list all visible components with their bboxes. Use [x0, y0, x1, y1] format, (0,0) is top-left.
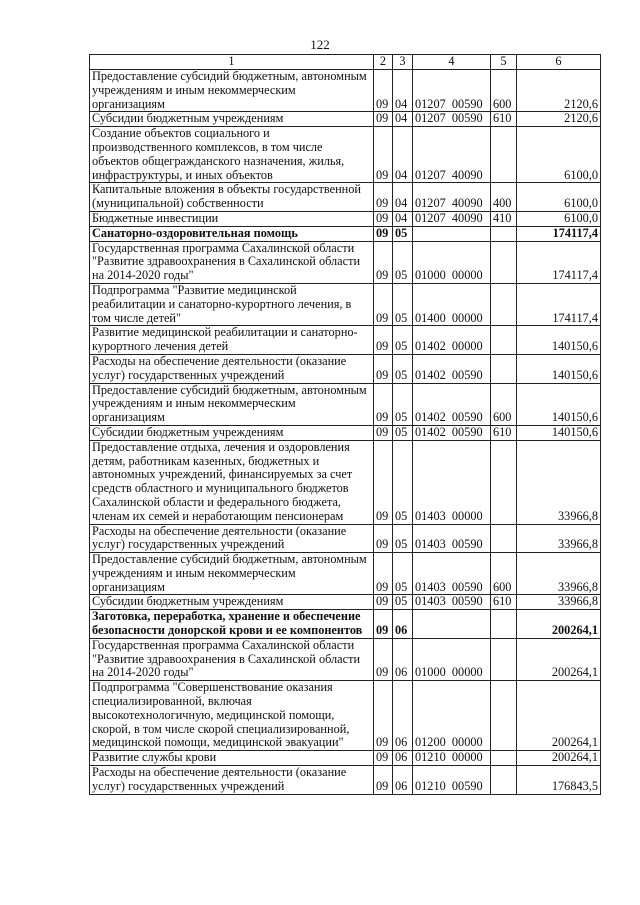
table-row: [90, 425, 601, 440]
row-name-cell: Санаторно-оздоровительная помощь: [90, 226, 374, 241]
section-code-cell: 09: [374, 226, 393, 241]
amount-cell: 2120,6: [517, 70, 601, 112]
table-row: [90, 211, 601, 226]
subsection-code-cell: 06: [393, 681, 413, 751]
amount-cell: 6100,0: [517, 211, 601, 226]
table-row: [90, 610, 601, 639]
subsection-code-cell: 06: [393, 638, 413, 680]
table-row: [90, 226, 601, 241]
target-article-cell: 01402 00590: [413, 354, 491, 383]
row-name-cell: Расходы на обеспечение деятельности (оказание услуг) государственных учреждений: [90, 766, 374, 795]
section-code-cell: 09: [374, 211, 393, 226]
subsection-code-cell: 06: [393, 610, 413, 639]
table-header-row: [90, 55, 601, 70]
row-name-cell: Расходы на обеспечение деятельности (оказание услуг) государственных учреждений: [90, 354, 374, 383]
subsection-code-cell: 05: [393, 440, 413, 524]
table-row: [90, 440, 601, 524]
expense-type-cell: 600: [491, 383, 517, 425]
target-article-cell: 01400 00000: [413, 283, 491, 325]
amount-cell: 174117,4: [517, 283, 601, 325]
expense-type-cell: 600: [491, 70, 517, 112]
subsection-code-cell: 05: [393, 383, 413, 425]
row-name-cell: Предоставление субсидий бюджетным, автономным учреждениям и иным некоммерческим организациям: [90, 70, 374, 112]
table-row: [90, 766, 601, 795]
amount-cell: 200264,1: [517, 681, 601, 751]
target-article-cell: 01207 40090: [413, 211, 491, 226]
subsection-code-cell: 04: [393, 127, 413, 183]
table-row: [90, 283, 601, 325]
table-row: [90, 681, 601, 751]
target-article-cell: [413, 610, 491, 639]
expense-type-cell: 400: [491, 183, 517, 212]
expense-type-cell: [491, 354, 517, 383]
amount-cell: 33966,8: [517, 524, 601, 553]
target-article-cell: 01000 00000: [413, 638, 491, 680]
amount-cell: 6100,0: [517, 183, 601, 212]
subsection-code-cell: 05: [393, 326, 413, 355]
subsection-code-cell: 06: [393, 766, 413, 795]
section-code-cell: 09: [374, 354, 393, 383]
expense-type-cell: 610: [491, 112, 517, 127]
column-header: 2: [374, 55, 393, 70]
row-name-cell: Развитие службы крови: [90, 751, 374, 766]
row-name-cell: Государственная программа Сахалинской области "Развитие здравоохранения в Сахалинской области на 2014-2020 годы": [90, 638, 374, 680]
section-code-cell: 09: [374, 440, 393, 524]
expense-type-cell: [491, 638, 517, 680]
section-code-cell: 09: [374, 766, 393, 795]
expense-type-cell: 600: [491, 553, 517, 595]
page-number: 122: [310, 37, 330, 52]
table-row: [90, 127, 601, 183]
column-header: 6: [517, 55, 601, 70]
budget-table: [89, 54, 601, 795]
target-article-cell: 01403 00590: [413, 524, 491, 553]
amount-cell: 200264,1: [517, 751, 601, 766]
row-name-cell: Предоставление отдыха, лечения и оздоровления детям, работникам казенных, бюджетных и автономных учреждений, финансируемых за счет средств областного и муниципального бюджетов Сахалинской области и федерального бюджета, членам их семей и неработающим пенсионерам: [90, 440, 374, 524]
table-row: [90, 70, 601, 112]
row-name-cell: Государственная программа Сахалинской области "Развитие здравоохранения в Сахалинской области на 2014-2020 годы": [90, 241, 374, 283]
row-name-cell: Заготовка, переработка, хранение и обеспечение безопасности донорской крови и ее компонентов: [90, 610, 374, 639]
subsection-code-cell: 05: [393, 425, 413, 440]
amount-cell: 2120,6: [517, 112, 601, 127]
table-row: [90, 553, 601, 595]
section-code-cell: 09: [374, 553, 393, 595]
expense-type-cell: [491, 751, 517, 766]
amount-cell: 140150,6: [517, 326, 601, 355]
amount-cell: 33966,8: [517, 553, 601, 595]
amount-cell: 6100,0: [517, 127, 601, 183]
amount-cell: 200264,1: [517, 638, 601, 680]
subsection-code-cell: 04: [393, 183, 413, 212]
target-article-cell: 01207 40090: [413, 183, 491, 212]
subsection-code-cell: 05: [393, 354, 413, 383]
row-name-cell: Субсидии бюджетным учреждениям: [90, 425, 374, 440]
target-article-cell: 01403 00000: [413, 440, 491, 524]
row-name-cell: Подпрограмма "Развитие медицинской реабилитации и санаторно-курортного лечения, в том числе детей": [90, 283, 374, 325]
expense-type-cell: [491, 440, 517, 524]
expense-type-cell: [491, 524, 517, 553]
target-article-cell: 01403 00590: [413, 595, 491, 610]
table-row: [90, 112, 601, 127]
expense-type-cell: [491, 127, 517, 183]
subsection-code-cell: 04: [393, 112, 413, 127]
subsection-code-cell: 05: [393, 524, 413, 553]
row-name-cell: Предоставление субсидий бюджетным, автономным учреждениям и иным некоммерческим организациям: [90, 553, 374, 595]
target-article-cell: 01000 00000: [413, 241, 491, 283]
subsection-code-cell: 06: [393, 751, 413, 766]
row-name-cell: Бюджетные инвестиции: [90, 211, 374, 226]
target-article-cell: 01210 00000: [413, 751, 491, 766]
table-row: [90, 595, 601, 610]
row-name-cell: Субсидии бюджетным учреждениям: [90, 112, 374, 127]
table-body: [90, 70, 601, 795]
amount-cell: 174117,4: [517, 241, 601, 283]
amount-cell: 140150,6: [517, 354, 601, 383]
target-article-cell: 01207 40090: [413, 127, 491, 183]
row-name-cell: Подпрограмма "Совершенствование оказания специализированной, включая высокотехнологичную, медицинской помощи, скорой, в том числе скорой специализированной, медицинской помощи, медицинской эвакуации": [90, 681, 374, 751]
column-header: 1: [90, 55, 374, 70]
expense-type-cell: [491, 241, 517, 283]
section-code-cell: 09: [374, 70, 393, 112]
section-code-cell: 09: [374, 326, 393, 355]
amount-cell: 200264,1: [517, 610, 601, 639]
amount-cell: 174117,4: [517, 226, 601, 241]
amount-cell: 140150,6: [517, 425, 601, 440]
table-row: [90, 383, 601, 425]
table-row: [90, 638, 601, 680]
target-article-cell: 01402 00590: [413, 383, 491, 425]
subsection-code-cell: 04: [393, 70, 413, 112]
target-article-cell: 01207 00590: [413, 112, 491, 127]
expense-type-cell: [491, 283, 517, 325]
table-row: [90, 354, 601, 383]
section-code-cell: 09: [374, 183, 393, 212]
table-row: [90, 326, 601, 355]
expense-type-cell: [491, 610, 517, 639]
target-article-cell: 01210 00590: [413, 766, 491, 795]
expense-type-cell: 610: [491, 595, 517, 610]
subsection-code-cell: 05: [393, 226, 413, 241]
section-code-cell: 09: [374, 610, 393, 639]
expense-type-cell: [491, 681, 517, 751]
column-header: 5: [491, 55, 517, 70]
row-name-cell: Капитальные вложения в объекты государственной (муниципальной) собственности: [90, 183, 374, 212]
section-code-cell: 09: [374, 241, 393, 283]
section-code-cell: 09: [374, 425, 393, 440]
target-article-cell: 01200 00000: [413, 681, 491, 751]
table-row: [90, 524, 601, 553]
section-code-cell: 09: [374, 595, 393, 610]
table-row: [90, 751, 601, 766]
subsection-code-cell: 05: [393, 595, 413, 610]
target-article-cell: 01402 00000: [413, 326, 491, 355]
expense-type-cell: 410: [491, 211, 517, 226]
subsection-code-cell: 05: [393, 553, 413, 595]
section-code-cell: 09: [374, 112, 393, 127]
subsection-code-cell: 04: [393, 211, 413, 226]
section-code-cell: 09: [374, 681, 393, 751]
amount-cell: 33966,8: [517, 440, 601, 524]
section-code-cell: 09: [374, 127, 393, 183]
target-article-cell: 01402 00590: [413, 425, 491, 440]
row-name-cell: Предоставление субсидий бюджетным, автономным учреждениям и иным некоммерческим организациям: [90, 383, 374, 425]
amount-cell: 176843,5: [517, 766, 601, 795]
table-row: [90, 183, 601, 212]
table-row: [90, 241, 601, 283]
expense-type-cell: [491, 226, 517, 241]
amount-cell: 140150,6: [517, 383, 601, 425]
row-name-cell: Развитие медицинской реабилитации и санаторно-курортного лечения детей: [90, 326, 374, 355]
row-name-cell: Субсидии бюджетным учреждениям: [90, 595, 374, 610]
target-article-cell: 01207 00590: [413, 70, 491, 112]
row-name-cell: Расходы на обеспечение деятельности (оказание услуг) государственных учреждений: [90, 524, 374, 553]
target-article-cell: [413, 226, 491, 241]
section-code-cell: 09: [374, 383, 393, 425]
subsection-code-cell: 05: [393, 241, 413, 283]
row-name-cell: Создание объектов социального и производственного комплексов, в том числе объектов общегражданского назначения, жилья, инфраструктуры, и иных объектов: [90, 127, 374, 183]
target-article-cell: 01403 00590: [413, 553, 491, 595]
column-header: 3: [393, 55, 413, 70]
section-code-cell: 09: [374, 524, 393, 553]
expense-type-cell: [491, 766, 517, 795]
amount-cell: 33966,8: [517, 595, 601, 610]
section-code-cell: 09: [374, 751, 393, 766]
expense-type-cell: 610: [491, 425, 517, 440]
expense-type-cell: [491, 326, 517, 355]
section-code-cell: 09: [374, 283, 393, 325]
subsection-code-cell: 05: [393, 283, 413, 325]
section-code-cell: 09: [374, 638, 393, 680]
column-header: 4: [413, 55, 491, 70]
